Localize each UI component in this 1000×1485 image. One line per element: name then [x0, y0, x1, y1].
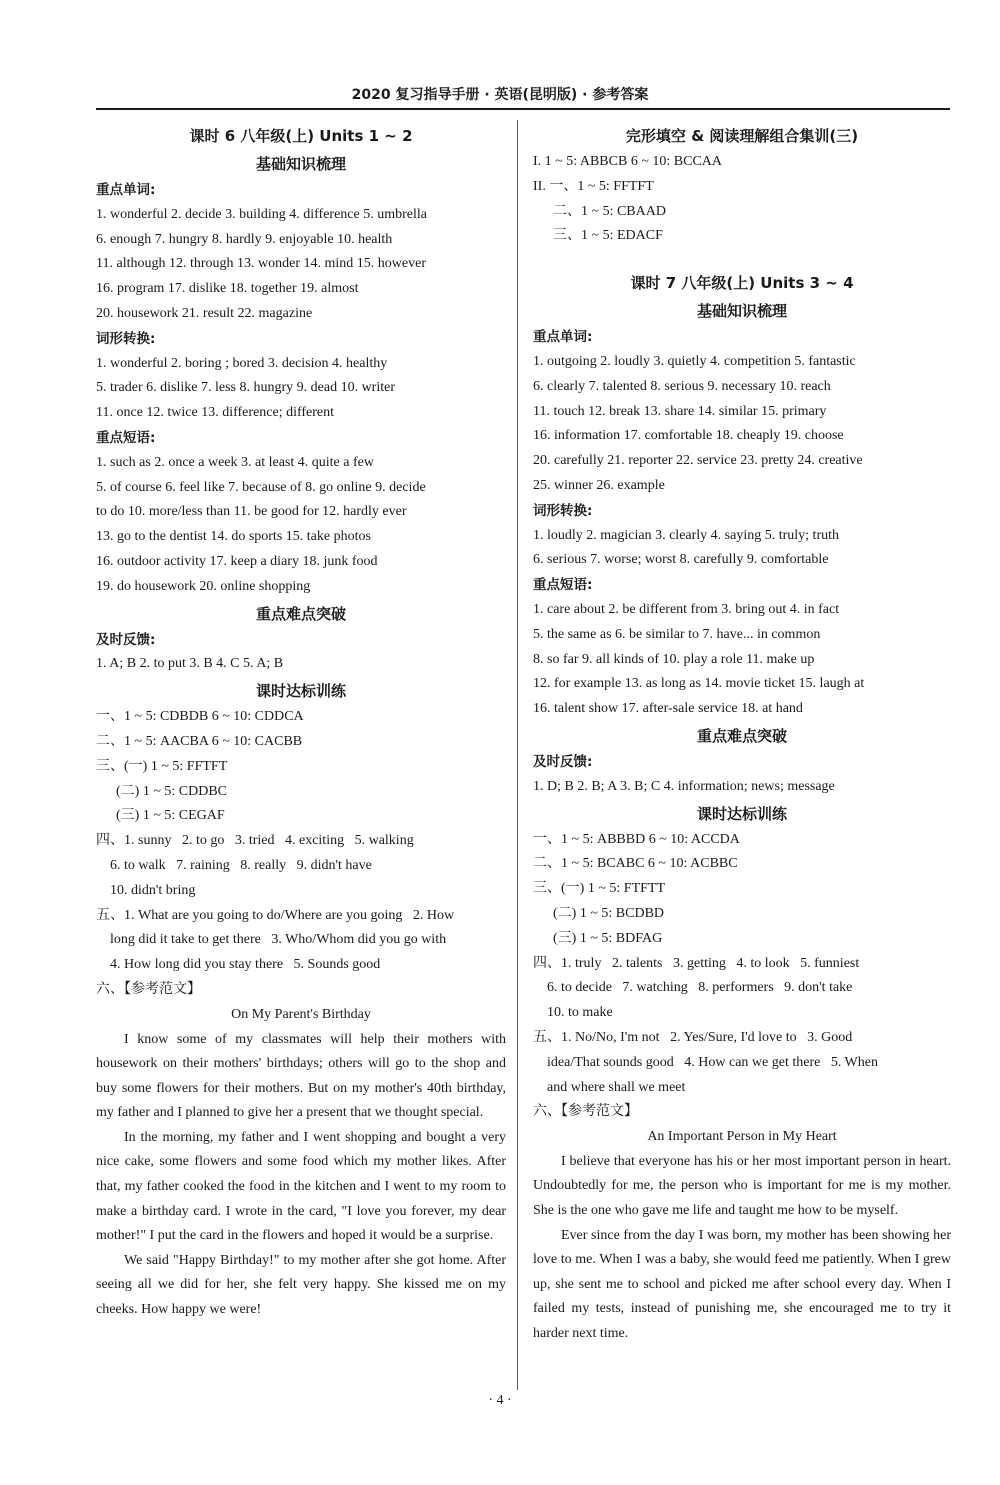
vocab-list: [96, 203, 506, 327]
training-line: 四、1. truly 2. talents 3. getting 4. to look 5. funniest: [533, 955, 860, 971]
phrase-line: 12. for example 13. as long as 14. movie ticket 15. laugh at: [533, 676, 865, 692]
feedback-answers: 1. A; B 2. to put 3. B 4. C 5. A; B: [96, 656, 284, 672]
phrase-line: 16. outdoor activity 17. keep a diary 18. junk food: [96, 553, 378, 569]
phrase-line: 8. so far 9. all kinds of 10. play a role 11. make up: [533, 651, 815, 667]
wordform-list: [96, 352, 506, 426]
training-line: 二、1 ~ 5: BCABC 6 ~ 10: ACBBC: [533, 856, 738, 872]
training-title: 课时达标训练: [696, 804, 787, 823]
left-column: [96, 122, 506, 1323]
training-line: and where shall we meet: [533, 1079, 686, 1095]
vocab-line: 6. clearly 7. talented 8. serious 9. necessary 10. reach: [533, 378, 831, 394]
essay-title: An Important Person in My Heart: [647, 1129, 837, 1145]
vocab-line: 25. winner 26. example: [533, 477, 665, 493]
training-line: 五、1. No/No, I'm not 2. Yes/Sure, I'd love to 3. Good: [533, 1029, 853, 1045]
training-line: long did it take to get there 3. Who/Whom did you go with: [96, 932, 447, 948]
training-line: 五、1. What are you going to do/Where are you going 2. How: [96, 907, 455, 923]
essay-paragraph: I know some of my classmates will help their mothers with housework on their mothers' birthdays; others will go to the shop and buy some flowers for their mothers. But on my mother's 40th birthday, my father and I planned to give her a present that we thought special.: [96, 1031, 506, 1121]
essay-paragraph: In the morning, my father and I went shopping and bought a very nice cake, some flowers and some food which my mother likes. After that, my father cooked the food in the kitchen and I went to my room to make a birthday card. I wrote in the card, "I love you forever, my dear mother!" I put the card in the flowers and hoped it would be a surprise.: [96, 1129, 506, 1244]
column-divider: [517, 120, 518, 1390]
phrase-list: [96, 451, 506, 600]
wordform-label: 词形转换:: [96, 330, 156, 347]
training-line: 四、1. sunny 2. to go 3. tried 4. exciting 5. walking: [96, 833, 414, 849]
training-line: 二、1 ~ 5: AACBA 6 ~ 10: CACBB: [96, 733, 303, 749]
phrase-line: 13. go to the dentist 14. do sports 15. take photos: [96, 529, 371, 545]
vocab-line: 11. touch 12. break 13. share 14. similar 15. primary: [533, 403, 827, 419]
training-line: 10. to make: [533, 1005, 613, 1021]
phrase-line: 19. do housework 20. online shopping: [96, 578, 311, 594]
essay-paragraph: Ever since from the day I was born, my mother has been showing her love to me. When I was a baby, she would feed me patiently. When I grew up, she sent me to school and picked me after school every day. When I failed my tests, instead of punishing me, she encouraged me to try it harder next time.: [533, 1227, 951, 1342]
phrase-line: 5. of course 6. feel like 7. because of 8. go online 9. decide: [96, 479, 426, 495]
training-line: 三、(一) 1 ~ 5: FFTFT: [96, 758, 228, 774]
running-header: 2020 复习指导手册 · 英语(昆明版) · 参考答案: [351, 87, 649, 103]
wordform-line: 6. serious 7. worse; worst 8. carefully 9. comfortable: [533, 552, 829, 568]
wordform-label: 词形转换:: [533, 502, 593, 519]
vocab-line: 1. outgoing 2. loudly 3. quietly 4. competition 5. fantastic: [533, 353, 856, 369]
feedback-answers: 1. D; B 2. B; A 3. B; C 4. information; news; message: [533, 778, 835, 794]
training-line: 六、【参考范文】: [96, 981, 201, 997]
training-answers: [96, 705, 506, 1003]
essay-title: On My Parent's Birthday: [231, 1006, 371, 1022]
vocab-line: 16. information 17. comfortable 18. cheaply 19. choose: [533, 428, 844, 444]
combo-line: I. 1 ~ 5: ABBCB 6 ~ 10: BCCAA: [533, 154, 723, 169]
wordform-line: 11. once 12. twice 13. difference; different: [96, 405, 335, 421]
training-line: 六、【参考范文】: [533, 1104, 638, 1120]
training-answers: [533, 828, 951, 1126]
phrase-list: [533, 598, 951, 722]
combo-training-title: 完形填空 & 阅读理解组合集训(三): [625, 127, 859, 145]
spacer: [533, 249, 951, 269]
wordform-line: 5. trader 6. dislike 7. less 8. hungry 9. dead 10. writer: [96, 380, 395, 396]
basic-knowledge-title: 基础知识梳理: [696, 302, 787, 321]
vocab-line: 16. program 17. dislike 18. together 19. almost: [96, 281, 359, 297]
right-column: [533, 122, 951, 1347]
combo-line: 二、1 ~ 5: CBAAD: [553, 203, 666, 219]
training-line: (二) 1 ~ 5: CDDBC: [116, 783, 228, 799]
feedback-label: 及时反馈:: [533, 753, 593, 770]
feedback-label: 及时反馈:: [96, 631, 156, 648]
essay-paragraph: We said "Happy Birthday!" to my mother after she got home. After seeing all we did for her, she felt very happy. She kissed me on my cheeks. How happy we were!: [96, 1252, 506, 1318]
vocab-line: 11. although 12. through 13. wonder 14. mind 15. however: [96, 256, 426, 272]
key-difficulty-title: 重点难点突破: [696, 726, 787, 745]
training-line: (二) 1 ~ 5: BCDBD: [553, 905, 665, 921]
combo-line: 三、1 ~ 5: EDACF: [553, 228, 663, 244]
training-title: 课时达标训练: [255, 682, 346, 701]
vocab-list: [533, 350, 951, 499]
training-line: 一、1 ~ 5: CDBDB 6 ~ 10: CDDCA: [96, 709, 304, 725]
vocab-line: 6. enough 7. hungry 8. hardly 9. enjoyable 10. health: [96, 231, 393, 247]
header-rule: [96, 108, 950, 110]
training-line: (三) 1 ~ 5: BDFAG: [553, 930, 663, 946]
phrase-line: to do 10. more/less than 11. be good for 12. hardly ever: [96, 504, 407, 520]
wordform-list: [533, 524, 951, 574]
training-line: 6. to walk 7. raining 8. really 9. didn't have: [96, 857, 372, 873]
phrase-line: 1. care about 2. be different from 3. bring out 4. in fact: [533, 601, 840, 617]
phrase-line: 16. talent show 17. after-sale service 18. at hand: [533, 701, 803, 717]
lesson-6-title: 课时 6 八年级(上) Units 1 ~ 2: [189, 127, 413, 145]
training-line: idea/That sounds good 4. How can we get there 5. When: [533, 1054, 878, 1070]
vocab-label: 重点单词:: [96, 182, 156, 198]
phrase-line: 5. the same as 6. be similar to 7. have... in common: [533, 626, 821, 642]
training-line: (三) 1 ~ 5: CEGAF: [116, 808, 225, 824]
training-line: 一、1 ~ 5: ABBBD 6 ~ 10: ACCDA: [533, 831, 740, 847]
training-line: 4. How long did you stay there 5. Sounds good: [96, 957, 381, 973]
combo-line: II. 一、1 ~ 5: FFTFT: [533, 178, 654, 194]
basic-knowledge-title: 基础知识梳理: [255, 155, 346, 173]
wordform-line: 1. loudly 2. magician 3. clearly 4. saying 5. truly; truth: [533, 527, 839, 543]
essay-paragraph: I believe that everyone has his or her most important person in heart. Undoubtedly for me, the person who is important for me is my mother. She is the one who gave me life and taught me how to be myself.: [533, 1153, 951, 1219]
phrase-line: 1. such as 2. once a week 3. at least 4. quite a few: [96, 454, 374, 470]
vocab-line: 1. wonderful 2. decide 3. building 4. difference 5. umbrella: [96, 206, 427, 222]
vocab-line: 20. housework 21. result 22. magazine: [96, 305, 313, 321]
lesson-7-title: 课时 7 八年级(上) Units 3 ~ 4: [630, 274, 854, 293]
training-line: 三、(一) 1 ~ 5: FTFTT: [533, 881, 666, 897]
phrase-label: 重点短语:: [96, 429, 156, 446]
vocab-line: 20. carefully 21. reporter 22. service 23. pretty 24. creative: [533, 453, 863, 469]
phrase-label: 重点短语:: [533, 577, 593, 594]
vocab-label: 重点单词:: [533, 329, 593, 346]
key-difficulty-title: 重点难点突破: [255, 604, 346, 623]
training-line: 6. to decide 7. watching 8. performers 9. don't take: [533, 980, 853, 996]
training-line: 10. didn't bring: [96, 882, 196, 898]
wordform-line: 1. wonderful 2. boring ; bored 3. decision 4. healthy: [96, 355, 388, 371]
combo-answers: [533, 150, 951, 249]
page-number: · 4 ·: [488, 1393, 512, 1408]
